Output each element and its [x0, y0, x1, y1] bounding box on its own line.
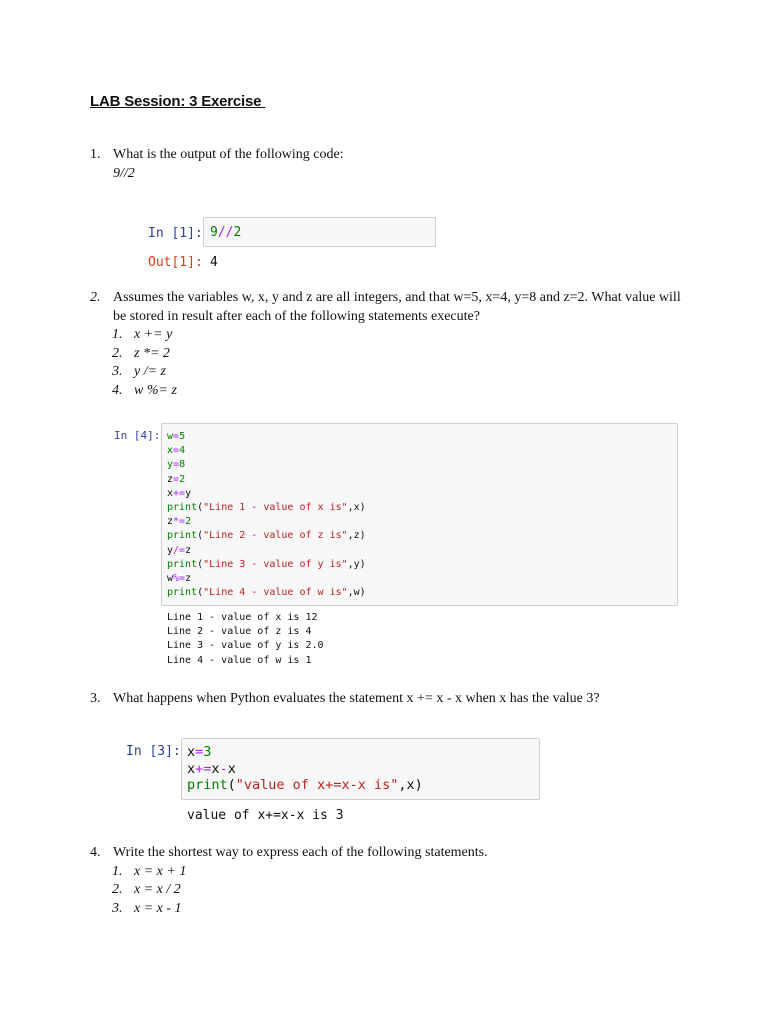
question-text: Assumes the variables w, x, y and z are all integers, and that w=5, x=4, y=8 and z=2. What value will be stored in result after each of the following statements execute? [113, 290, 681, 324]
code-token: ,x) [398, 777, 423, 793]
code-token: z [167, 473, 174, 485]
question-text: What is the output of the following code: [113, 147, 344, 162]
output-line: Line 3 - value of y is 2.0 [167, 640, 324, 652]
statement-text: x += y [134, 327, 173, 342]
code-line [167, 586, 672, 600]
code-token: = [173, 473, 180, 485]
code-line [167, 501, 672, 515]
code-token: ( [197, 502, 204, 514]
code-line [167, 458, 672, 472]
code-token: w [167, 573, 174, 585]
code-token: ( [197, 530, 204, 542]
statement-number: 4. [112, 382, 123, 398]
code-token: x [187, 760, 196, 777]
code-token: 2 [185, 516, 192, 528]
statement-list [90, 326, 690, 400]
statement-number: 3. [112, 364, 123, 379]
code-token: += [173, 487, 186, 499]
code-token: 2 [179, 473, 186, 485]
code-token: print [167, 587, 198, 599]
code-line [210, 225, 429, 241]
code-line [187, 777, 534, 794]
statement-number: 3. [112, 900, 123, 916]
question-text: Write the shortest way to express each of the following statements. [113, 845, 488, 860]
cell-output [187, 808, 344, 824]
code-token: %= [173, 573, 186, 585]
code-token: "Line 3 - value of y is" [203, 558, 348, 570]
statement-text: z *= 2 [134, 345, 170, 361]
code-token: print [167, 502, 198, 514]
code-token: 5 [179, 431, 186, 442]
code-line [187, 744, 534, 761]
statement-item [90, 863, 690, 882]
code-line [187, 761, 534, 778]
question-number: 3. [90, 691, 101, 706]
code-token: y [185, 487, 192, 499]
in-prompt: In [4]: [114, 429, 161, 442]
code-token: "Line 4 - value of w is" [203, 587, 348, 599]
statement-text: x = x / 2 [134, 882, 181, 897]
statement-text: x = x - 1 [134, 900, 182, 916]
code-token: print [167, 558, 198, 570]
question-1 [90, 146, 690, 183]
code-token: // [217, 225, 234, 240]
code-token: ( [197, 587, 204, 599]
code-token: "Line 2 - value of z is" [203, 530, 348, 542]
cell-output [167, 611, 324, 668]
code-line [167, 515, 672, 529]
code-token: ( [197, 558, 204, 570]
code-token: print [187, 777, 228, 793]
code-token: *= [173, 516, 186, 528]
code-line [167, 558, 672, 572]
question-3 [90, 690, 690, 709]
code-token: x [227, 760, 236, 777]
output-line: Line 4 - value of w is 1 [167, 654, 312, 666]
code-token: ( [227, 777, 236, 793]
code-token: ,w) [347, 587, 366, 599]
output-line: Line 1 - value of x is 12 [167, 612, 318, 623]
question-number: 2. [90, 290, 101, 305]
code-token: 8 [179, 459, 186, 471]
code-token: ,x) [347, 502, 366, 514]
in-prompt: In [1]: [148, 226, 203, 241]
code-token: x [187, 744, 196, 760]
in-prompt: In [3]: [126, 744, 181, 759]
code-token: x [167, 445, 174, 457]
statement-text: w %= z [134, 382, 177, 398]
output-line: Line 2 - value of z is 4 [167, 626, 312, 638]
statement-item [90, 345, 690, 364]
statement-item [90, 326, 690, 345]
code-token: /= [173, 544, 186, 556]
output-line: value of x+=x-x is 3 [187, 808, 344, 823]
code-token: x [167, 487, 174, 499]
code-token: 4 [179, 445, 186, 457]
statement-item [90, 382, 690, 401]
code-token: y [167, 459, 174, 471]
question-number: 1. [90, 147, 101, 162]
code-line [167, 473, 672, 487]
code-input[interactable] [161, 423, 678, 606]
code-token: = [173, 431, 180, 442]
question-code-snippet: 9//2 [113, 165, 135, 181]
output-line: 4 [210, 255, 218, 270]
out-prompt: Out[1]: [148, 255, 203, 270]
code-token: x [211, 760, 220, 777]
code-token: 2 [233, 225, 242, 240]
code-line [167, 430, 672, 444]
statement-text: x = x + 1 [134, 863, 187, 879]
code-token: w [167, 431, 174, 442]
code-token: z [185, 544, 192, 556]
question-4 [90, 844, 690, 918]
code-line [167, 444, 672, 458]
code-token: y [167, 544, 174, 556]
code-token: = [195, 744, 204, 760]
code-line [167, 529, 672, 543]
code-line [167, 487, 672, 501]
statement-text: y /= z [134, 364, 166, 379]
page-title: LAB Session: 3 Exercise [90, 93, 266, 110]
code-line [167, 544, 672, 558]
statement-list [90, 863, 690, 919]
code-token: += [195, 760, 212, 777]
code-token: = [173, 445, 180, 457]
question-2 [90, 289, 690, 400]
statement-number: 2. [112, 345, 123, 361]
statement-item [90, 900, 690, 919]
code-token: ,y) [347, 558, 366, 570]
code-token: 9 [210, 225, 218, 240]
code-input[interactable] [203, 217, 436, 247]
question-number: 4. [90, 845, 101, 860]
code-token: z [167, 516, 174, 528]
code-token: z [185, 573, 192, 585]
statement-item [90, 881, 690, 900]
code-token: 3 [203, 744, 212, 760]
statement-number: 1. [112, 327, 123, 342]
code-token: "value of x+=x-x is" [235, 777, 399, 793]
code-token: ,z) [347, 530, 366, 542]
code-token: print [167, 530, 198, 542]
code-token: "Line 1 - value of x is" [203, 502, 348, 514]
statement-item [90, 363, 690, 382]
code-token: - [219, 760, 228, 777]
cell-output [210, 255, 218, 271]
code-line [167, 572, 672, 586]
code-token: = [173, 459, 180, 471]
statement-number: 2. [112, 882, 123, 897]
statement-number: 1. [112, 863, 123, 879]
code-input[interactable] [181, 738, 540, 800]
question-text: What happens when Python evaluates the statement x += x - x when x has the value 3? [113, 691, 600, 706]
